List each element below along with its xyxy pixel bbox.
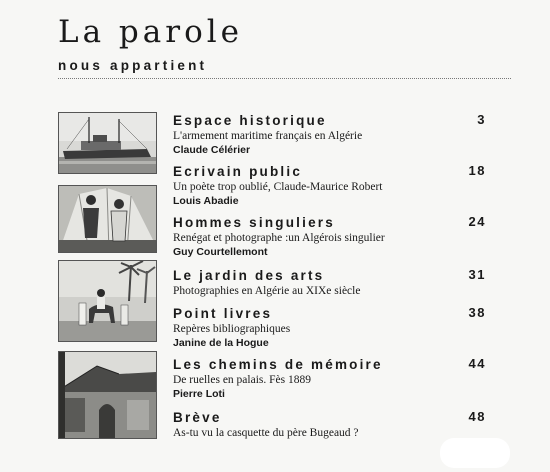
entry-author: Louis Abadie <box>173 195 239 207</box>
mosque-roof-photo <box>58 351 157 439</box>
horse-riders-photo <box>58 260 157 342</box>
dotted-divider <box>58 78 511 79</box>
entry-title: Brève <box>173 410 222 425</box>
entry-page-number: 44 <box>468 356 486 371</box>
page-title: La parole <box>58 14 243 50</box>
entry-title: Les chemins de mémoire <box>173 357 383 372</box>
entry-title: Le jardin des arts <box>173 268 325 283</box>
entry-page-number: 18 <box>468 163 486 178</box>
entry-title: Espace historique <box>173 113 327 128</box>
entry-author: Claude Célérier <box>173 144 251 156</box>
entry-subtitle: Photographies en Algérie au XIXe siècle <box>173 285 361 297</box>
entry-page-number: 38 <box>468 305 486 320</box>
page-subtitle: nous appartient <box>58 58 208 73</box>
entry-subtitle: As-tu vu la casquette du père Bugeaud ? <box>173 427 359 439</box>
entry-author: Pierre Loti <box>173 388 225 400</box>
entry-subtitle: Repères bibliographiques <box>173 323 291 335</box>
tent-men-photo <box>58 185 157 253</box>
entry-subtitle: De ruelles en palais. Fès 1889 <box>173 374 311 386</box>
entry-page-number: 48 <box>468 409 486 424</box>
entry-author: Guy Courtellemont <box>173 246 268 258</box>
white-blob-mark <box>440 438 510 468</box>
entry-subtitle: Renégat et photographe :un Algérois singulier <box>173 232 385 244</box>
entry-author: Janine de la Hogue <box>173 337 269 349</box>
entry-page-number: 3 <box>477 112 486 127</box>
ship-photo <box>58 112 157 174</box>
entry-page-number: 24 <box>468 214 486 229</box>
entry-title: Hommes singuliers <box>173 215 335 230</box>
entry-subtitle: L'armement maritime français en Algérie <box>173 130 363 142</box>
entry-subtitle: Un poète trop oublié, Claude-Maurice Robert <box>173 181 383 193</box>
entry-title: Point livres <box>173 306 273 321</box>
entry-page-number: 31 <box>468 267 486 282</box>
entry-title: Ecrivain public <box>173 164 303 179</box>
